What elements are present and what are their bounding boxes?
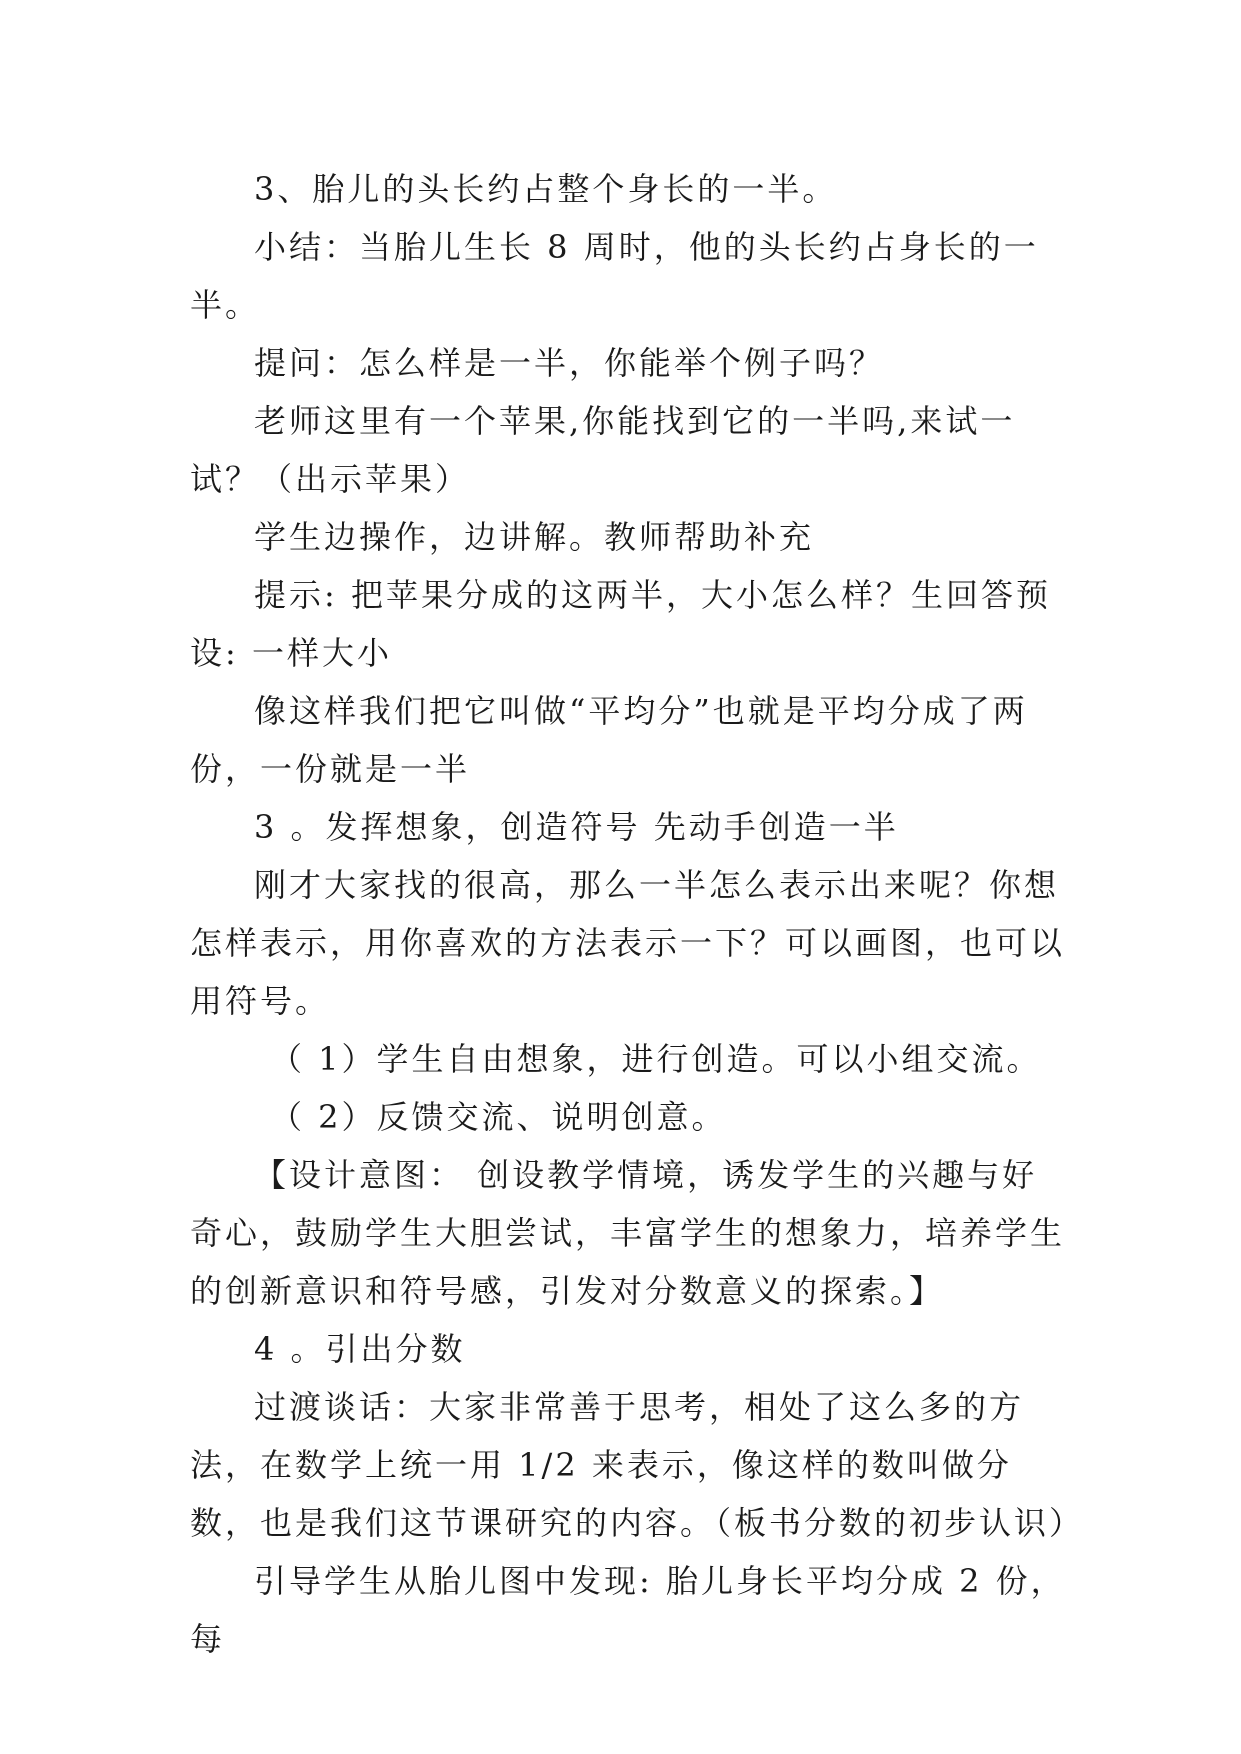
paragraph-10: （ 1）学生自由想象，进行创造。可以小组交流。 (270, 1040, 1042, 1078)
paragraph-13: 4 。引出分数 (254, 1330, 466, 1368)
paragraph-4: 老师这里有一个苹果,你能找到它的一半吗,来试一试？（出示苹果） (190, 402, 1016, 498)
paragraph-8: 3 。发挥想象，创造符号 先动手创造一半 (254, 808, 899, 846)
paragraph-3: 提问：怎么样是一半，你能举个例子吗？ (254, 344, 885, 382)
document-body (190, 160, 1085, 1668)
paragraph-15: 引导学生从胎儿图中发现: 胎儿身长平均分成 2 份，每 (190, 1562, 1066, 1658)
paragraph-11: （ 2）反馈交流、说明创意。 (270, 1098, 727, 1136)
paragraph-7: 像这样我们把它叫做“平均分”也就是平均分成了两份，一份就是一半 (190, 692, 1028, 788)
paragraph-12: 【设计意图： 创设教学情境，诱发学生的兴趣与好奇心，鼓励学生大胆尝试，丰富学生的想象力，培养学生的创新意识和符号感，引发对分数意义的探索。】 (190, 1156, 1066, 1310)
paragraph-9: 刚才大家找的很高，那么一半怎么表示出来呢？你想怎样表示，用你喜欢的方法表示一下？可以画图，也可以用符号。 (190, 866, 1066, 1020)
paragraph-14: 过渡谈话：大家非常善于思考，相处了这么多的方法，在数学上统一用 1/2 来表示，像这样的数叫做分数，也是我们这节课研究的内容。（板书分数的初步认识） (190, 1388, 1085, 1542)
paragraph-6: 提示: 把苹果分成的这两半，大小怎么样？生回答预设: 一样大小 (190, 576, 1051, 672)
paragraph-5: 学生边操作，边讲解。教师帮助补充 (254, 518, 815, 556)
paragraph-1: 3、胎儿的头长约占整个身长的一半。 (254, 170, 838, 208)
paragraph-2: 小结：当胎儿生长 8 周时，他的头长约占身长的一半。 (190, 228, 1039, 324)
